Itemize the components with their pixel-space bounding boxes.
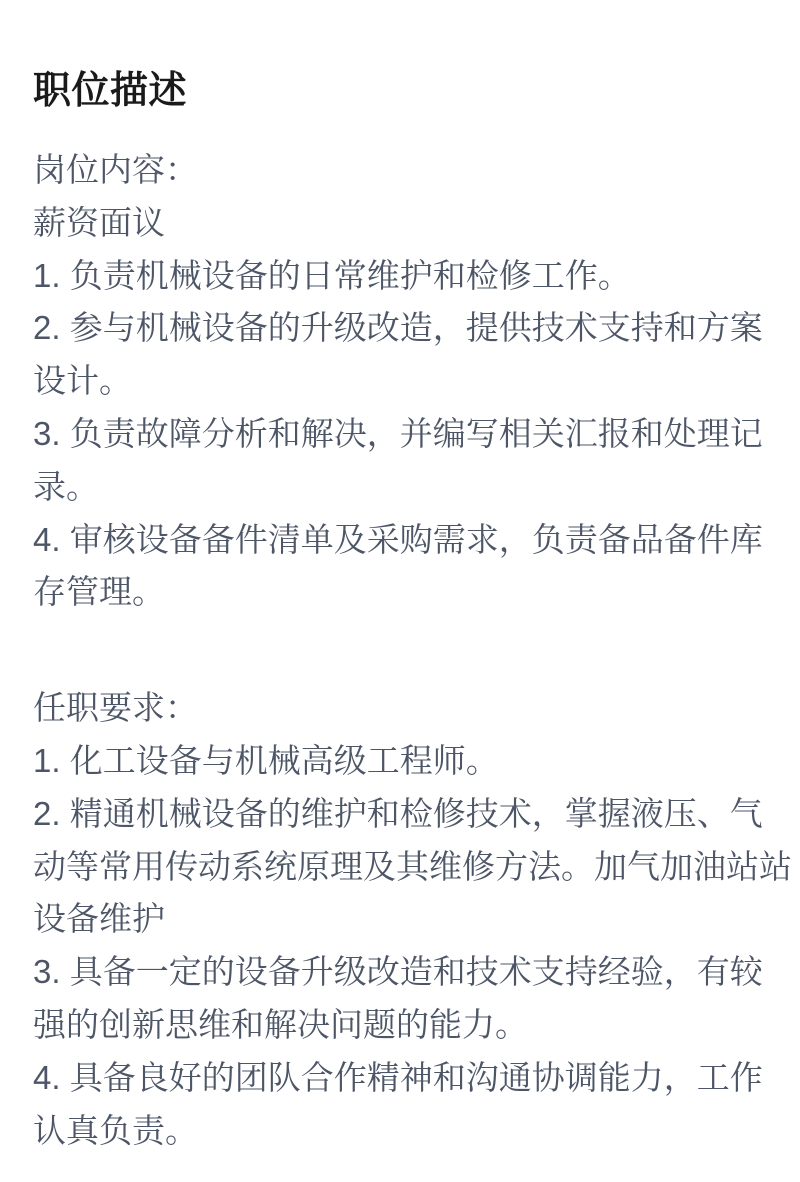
requirement-line: 3. 具备一定的设备升级改造和技术支持经验，有较 <box>33 953 763 991</box>
requirement-line: 设备维护 <box>33 900 165 938</box>
section-heading-requirements: 任职要求： <box>33 689 198 727</box>
job-content-line: 4. 审核设备备件清单及采购需求，负责备品备件库 <box>33 520 763 558</box>
job-content-line: 录。 <box>33 467 99 505</box>
requirement-line: 2. 精通机械设备的维护和检修技术，掌握液压、气 <box>33 794 763 832</box>
job-content-line: 存管理。 <box>33 573 165 611</box>
job-content-line: 1. 负责机械设备的日常维护和检修工作。 <box>33 256 631 294</box>
requirement-line: 认真负责。 <box>33 1111 198 1149</box>
requirement-line: 4. 具备良好的团队合作精神和沟通协调能力，工作 <box>33 1058 763 1096</box>
job-content-line: 2. 参与机械设备的升级改造，提供技术支持和方案 <box>33 309 763 347</box>
job-content-section <box>33 144 780 619</box>
job-content-line: 设计。 <box>33 362 132 400</box>
job-content-line: 3. 负责故障分析和解决，并编写相关汇报和处理记 <box>33 414 763 452</box>
page-title: 职位描述 <box>33 70 188 112</box>
section-heading-job-content: 岗位内容： <box>33 151 198 188</box>
requirement-line: 强的创新思维和解决问题的能力。 <box>33 1005 528 1043</box>
requirement-line: 1. 化工设备与机械高级工程师。 <box>33 741 499 779</box>
requirements-section <box>33 682 792 1157</box>
requirement-line: 动等常用传动系统原理及其维修方法。加气加油站站 <box>33 847 792 885</box>
salary-note: 薪资面议 <box>33 203 165 241</box>
